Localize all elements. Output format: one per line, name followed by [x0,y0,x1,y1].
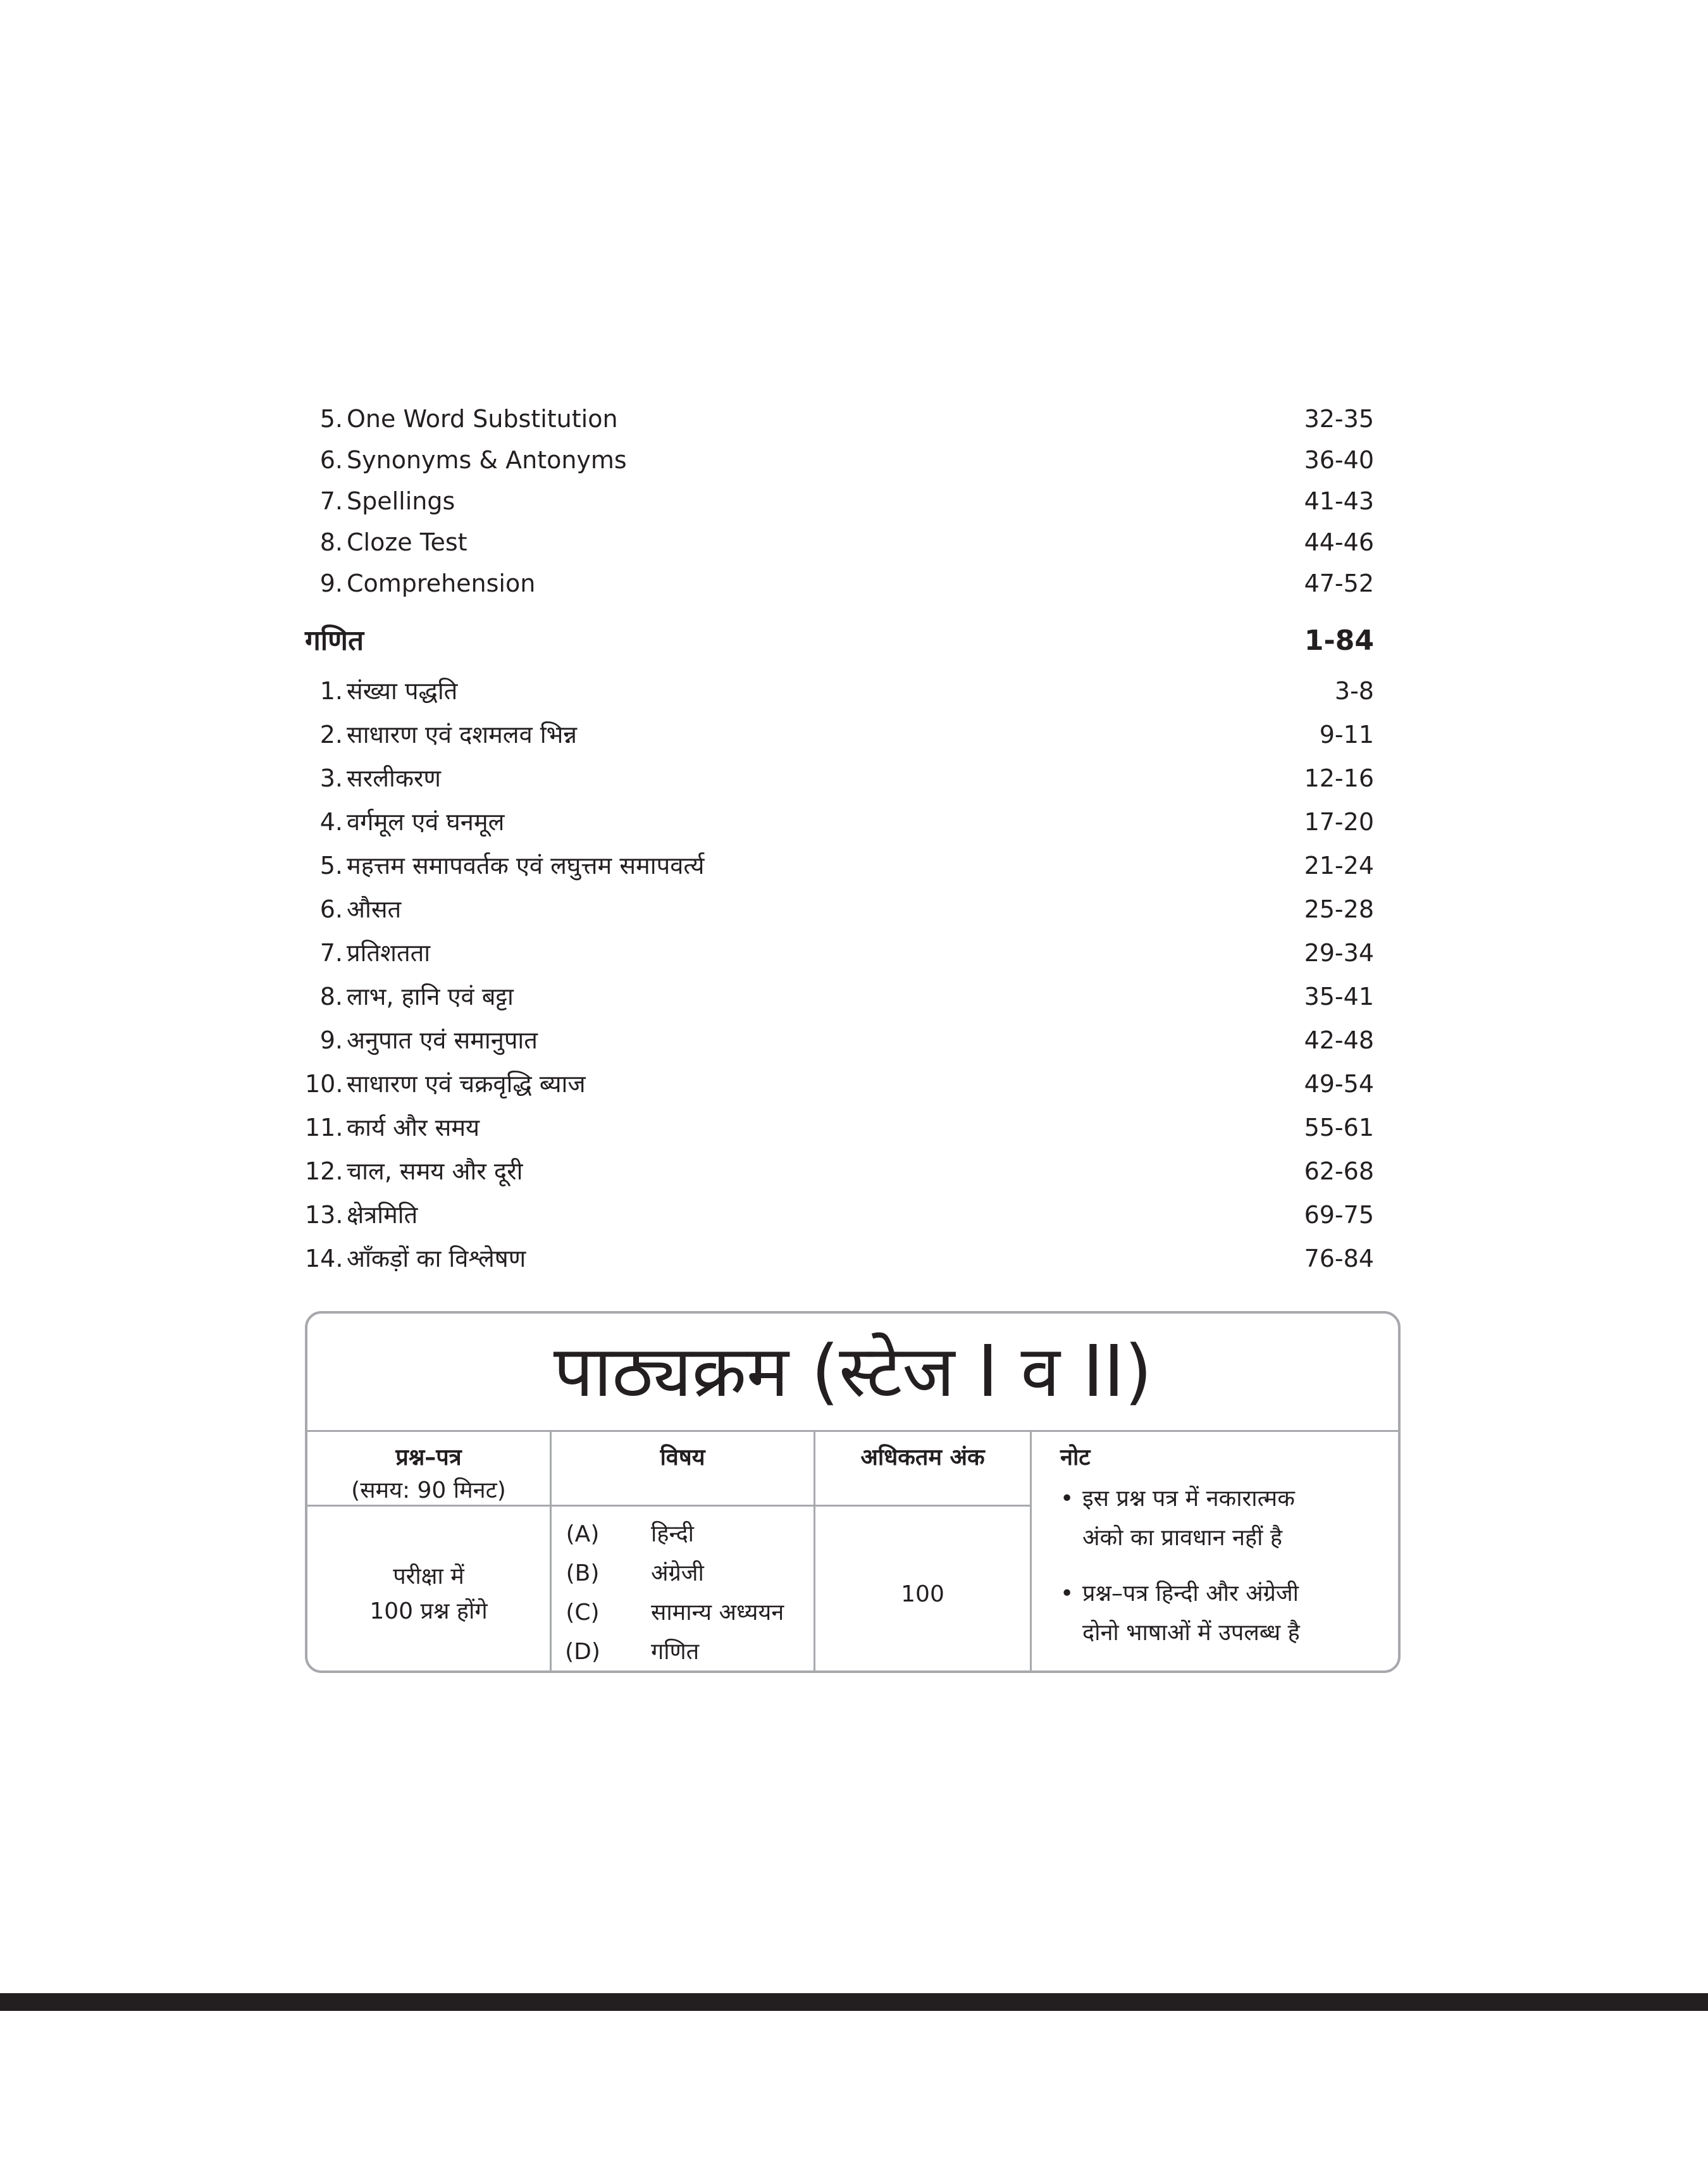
toc-number: 2. [319,721,343,749]
table-divider [1030,1430,1032,1670]
bottom-rule [0,1993,1708,2011]
toc-pages: 21-24 [1304,852,1374,880]
toc-pages: 62-68 [1304,1157,1374,1185]
toc-number: 8. [319,983,343,1011]
toc-title: One Word Substitution [347,405,618,433]
subject-name: गणित [651,1639,700,1665]
max-marks-value: 100 [901,1581,944,1607]
subject-name: हिन्दी [651,1521,695,1547]
toc-pages: 35-41 [1304,983,1374,1011]
toc-pages: 41-43 [1304,487,1374,515]
toc-row [305,1107,1374,1148]
toc-title: लाभ, हानि एवं बट्टा [347,983,514,1011]
section-heading-math [305,619,1374,663]
toc-pages: 9-11 [1319,721,1374,749]
header-max-marks: अधिकतम अंक [860,1445,985,1471]
subject-code: (C) [566,1600,600,1626]
toc-title: अनुपात एवं समानुपात [347,1026,538,1054]
toc-row [305,845,1374,886]
toc-row [305,670,1374,712]
toc-number: 3. [319,764,343,792]
toc-number: 10. [305,1070,343,1098]
header-paper-time: (समय: 90 मिनट) [351,1477,506,1503]
toc-title: वर्गमूल एवं घनमूल [347,808,505,836]
toc-number: 4. [319,808,343,836]
toc-title: महत्तम समापवर्तक एवं लघुत्तम समापवर्त्य [347,852,705,880]
toc-title: सरलीकरण [347,764,442,792]
toc-title: Comprehension [347,569,536,597]
toc-pages: 55-61 [1304,1114,1374,1141]
toc-row [305,1194,1374,1236]
toc-pages: 12-16 [1304,764,1374,792]
toc-pages: 17-20 [1304,808,1374,836]
table-divider [307,1430,1398,1432]
toc-row [305,757,1374,799]
toc-row [305,932,1374,974]
subject-code: (B) [566,1560,600,1586]
toc-row [305,439,1374,481]
toc-number: 14. [305,1245,343,1272]
note-line: अंको का प्रावधान नहीं है [1082,1525,1283,1551]
toc-pages: 29-34 [1304,939,1374,967]
toc-pages: 36-40 [1304,446,1374,474]
toc-title: साधारण एवं दशमलव भिन्न [347,721,577,749]
toc-pages: 3-8 [1334,677,1374,705]
toc-row [305,1063,1374,1105]
toc-number: 6. [319,446,343,474]
toc-number: 6. [319,895,343,923]
toc-pages: 69-75 [1304,1201,1374,1229]
header-note: नोट [1060,1445,1091,1471]
toc-title: साधारण एवं चक्रवृद्धि ब्याज [347,1070,586,1098]
toc-row [305,801,1374,843]
note-line: प्रश्न–पत्र हिन्दी और अंग्रेजी [1082,1581,1299,1607]
toc-number: 1. [319,677,343,705]
toc-pages: 76-84 [1304,1245,1374,1272]
header-paper: प्रश्न–पत्र [395,1445,462,1471]
toc-title: Spellings [347,487,455,515]
toc-number: 9. [319,569,343,597]
toc-title: चाल, समय और दूरी [347,1157,523,1185]
toc-row [305,976,1374,1017]
toc-title: क्षेत्रमिति [347,1201,418,1229]
toc-title: Synonyms & Antonyms [347,446,627,474]
bullet-icon: • [1060,1581,1074,1607]
syllabus-title: पाठ्यक्रम (स्टेज I व II) [553,1331,1153,1413]
toc-row [305,888,1374,930]
subject-name: सामान्य अध्ययन [651,1600,784,1626]
toc-number: 11. [305,1114,343,1141]
subject-name: अंग्रेजी [651,1560,704,1586]
toc-number: 8. [319,528,343,556]
toc-number: 9. [319,1026,343,1054]
toc-number: 7. [319,487,343,515]
toc-pages: 49-54 [1304,1070,1374,1098]
toc-number: 13. [305,1201,343,1229]
toc-title: प्रतिशतता [347,939,431,967]
note-line: दोनो भाषाओं में उपलब्ध है [1082,1620,1300,1646]
toc-pages: 44-46 [1304,528,1374,556]
subject-code: (A) [566,1521,600,1547]
toc-title: आँकड़ों का विश्लेषण [347,1245,526,1272]
toc-row [305,398,1374,440]
toc-title: संख्या पद्धति [347,677,458,705]
toc-pages: 25-28 [1304,895,1374,923]
toc-title: कार्य और समय [347,1114,480,1141]
toc-row [305,521,1374,563]
section-pages: 1-84 [1304,625,1374,657]
toc-row [305,1150,1374,1192]
toc-number: 5. [319,405,343,433]
header-subject: विषय [660,1445,705,1471]
toc-pages: 47-52 [1304,569,1374,597]
toc-pages: 42-48 [1304,1026,1374,1054]
toc-title: औसत [347,895,402,923]
syllabus-box [305,1311,1401,1673]
toc-row [305,714,1374,756]
section-title: गणित [305,625,364,657]
subject-code: (D) [565,1639,600,1665]
toc-pages: 32-35 [1304,405,1374,433]
toc-number: 7. [319,939,343,967]
toc-row [305,563,1374,604]
toc-number: 12. [305,1157,343,1185]
toc-row [305,480,1374,522]
paper-info-line1: परीक्षा में [393,1564,464,1589]
toc-row [305,1019,1374,1061]
bullet-icon: • [1060,1486,1074,1512]
toc-title: Cloze Test [347,528,467,556]
toc-number: 5. [319,852,343,880]
note-line: इस प्रश्न पत्र में नकारात्मक [1082,1486,1295,1512]
paper-info-line2: 100 प्रश्न होंगे [369,1598,488,1624]
toc-row [305,1238,1374,1279]
